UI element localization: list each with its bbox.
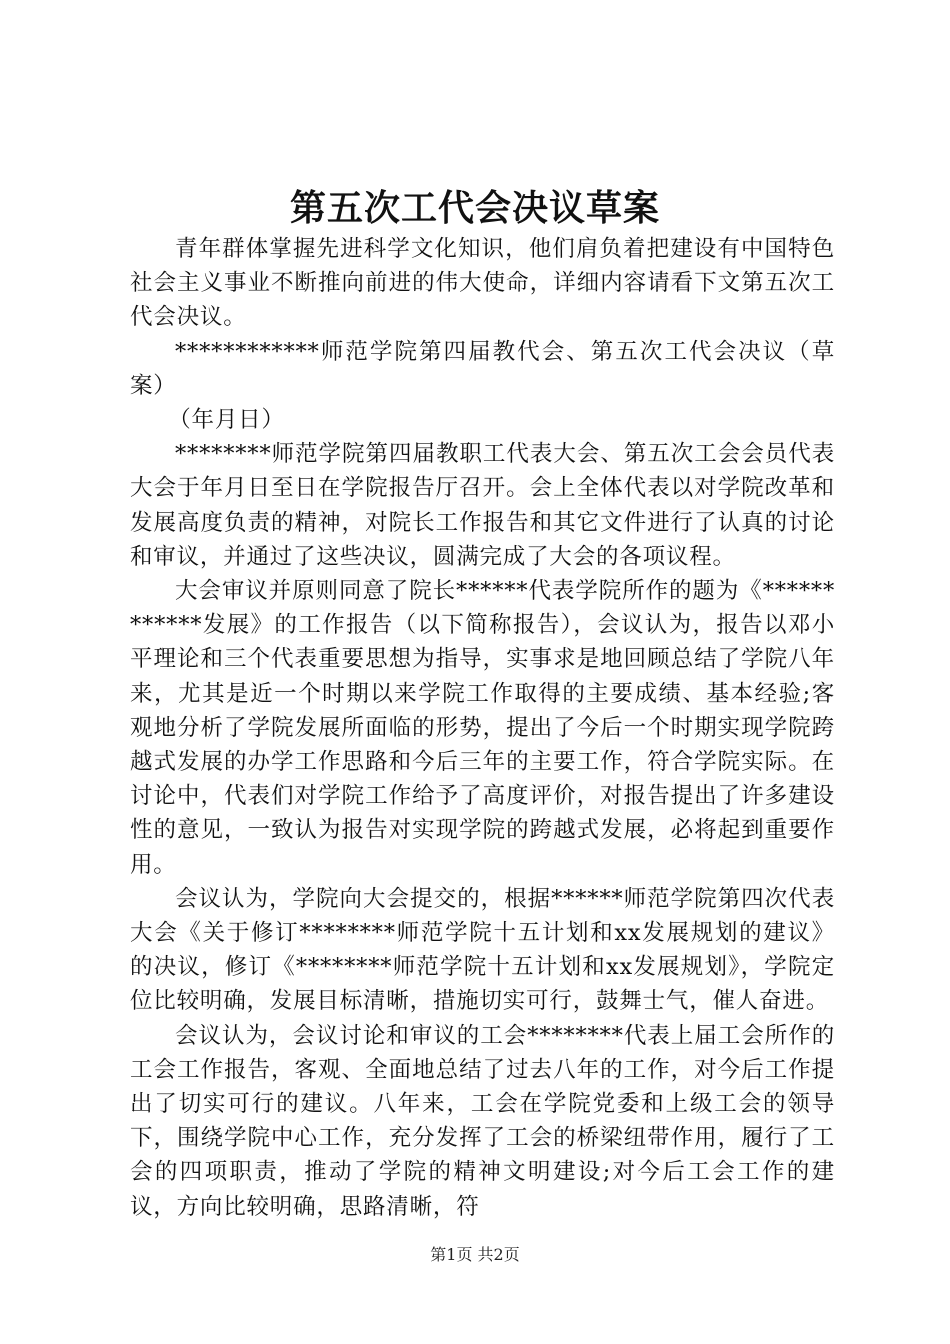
document-body — [130, 232, 835, 1224]
paragraph-intro: 青年群体掌握先进科学文化知识，他们肩负着把建设有中国特色社会主义事业不断推向前进的伟大使命，详细内容请看下文第五次工代会决议。 — [130, 236, 835, 331]
paragraph-development-plan: 会议认为，学院向大会提交的，根据******师范学院第四次代表大会《关于修订********师范学院十五计划和xx发展规划的建议》的决议，修订《********师范学院十五计划和xx发展规划》，学院定位比较明确，发展目标清晰，措施切实可行，鼓舞士气，催人奋进。 — [130, 885, 835, 1015]
paragraph-union-report: 会议认为，会议讨论和审议的工会********代表上届工会所作的工会工作报告，客观、全面地总结了过去八年的工作，对今后工作提出了切实可行的建议。八年来，工会在学院党委和上级工会的领导下，围绕学院中心工作，充分发挥了工会的桥梁纽带作用，履行了工会的四项职责，推动了学院的精神文明建设;对今后工会工作的建议，方向比较明确，思路清晰，符 — [130, 1022, 835, 1220]
paragraph-resolution-heading: ************师范学院第四届教代会、第五次工代会决议（草案） — [130, 338, 835, 399]
paragraph-meeting-summary: ********师范学院第四届教职工代表大会、第五次工会会员代表大会于年月日至日在学院报告厅召开。会上全体代表以对学院改革和发展高度负责的精神，对院长工作报告和其它文件进行了认真的讨论和审议，并通过了这些决议，圆满完成了大会的各项议程。 — [130, 441, 835, 570]
document-title: 第五次工代会决议草案 — [289, 187, 660, 229]
paragraph-work-report: 大会审议并原则同意了院长******代表学院所作的题为《************发展》的工作报告（以下简称报告），会议认为，报告以邓小平理论和三个代表重要思想为指导，实事求是地回顾总结了学院八年来，尤其是近一个时期以来学院工作取得的主要成绩、基本经验;客观地分析了学院发展所面临的形势，提出了今后一个时期实现学院跨越式发展的办学工作思路和今后三年的主要工作，符合学院实际。在讨论中，代表们对学院工作给予了高度评价，对报告提出了许多建设性的意见，一致认为报告对实现学院的跨越式发展，必将起到重要作用。 — [130, 578, 835, 878]
page-number-footer: 第1页 共2页 — [430, 1245, 520, 1264]
paragraph-date: （年月日） — [168, 407, 285, 434]
